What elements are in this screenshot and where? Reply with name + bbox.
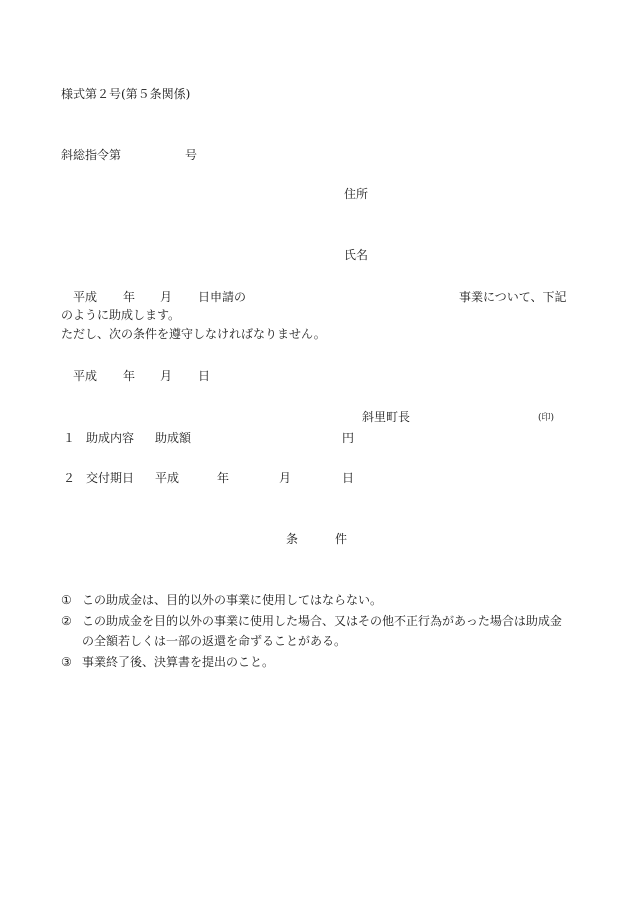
conditions-heading-right: 件 [335, 532, 348, 546]
issuer-title: 斜里町長 [362, 410, 411, 424]
issue-year: 年 [123, 369, 136, 383]
condition-3-marker: ③ [61, 655, 72, 669]
form-number: 様式第２号(第５条関係) [61, 87, 191, 101]
item-1-label: 助成内容 [86, 431, 135, 445]
item-1-unit: 円 [342, 431, 355, 445]
name-label: 氏名 [344, 248, 369, 262]
item-2-month: 月 [279, 471, 292, 485]
issue-day: 日 [198, 369, 211, 383]
body-project-suffix: 事業について、下記 [459, 290, 567, 304]
item-2-label: 交付期日 [86, 471, 135, 485]
document-number-suffix: 号 [185, 148, 198, 162]
body-year: 年 [123, 290, 136, 304]
condition-2-continuation: の全額若しくは一部の返還を命ずることがある。 [82, 634, 347, 648]
body-day-applied: 日申請の [198, 290, 247, 304]
item-2-day: 日 [342, 471, 355, 485]
item-2-year: 年 [217, 471, 230, 485]
document-number-prefix: 斜総指令第 [61, 148, 122, 162]
address-label: 住所 [344, 187, 369, 201]
conditions-heading-left: 条 [286, 532, 299, 546]
condition-2-text: この助成金を目的以外の事業に使用した場合、又はその他不正行為があった場合は助成金 [82, 614, 562, 628]
condition-2-marker: ② [61, 614, 72, 628]
condition-3-text: 事業終了後、決算書を提出のこと。 [82, 655, 275, 669]
item-2-era: 平成 [155, 471, 180, 485]
condition-1-text: この助成金は、目的以外の事業に使用してはならない。 [82, 593, 383, 607]
seal-mark: (印) [538, 413, 555, 423]
body-line2: のように助成します。 [61, 308, 181, 322]
issue-month: 月 [160, 369, 173, 383]
body-month: 月 [160, 290, 173, 304]
item-1-sublabel: 助成額 [155, 431, 192, 445]
body-era: 平成 [73, 290, 98, 304]
item-2-number: ２ [63, 471, 76, 485]
item-1-number: １ [63, 431, 76, 445]
body-line3: ただし、次の条件を遵守しなければなりません。 [61, 327, 326, 341]
condition-1-marker: ① [61, 593, 72, 607]
issue-era: 平成 [73, 369, 98, 383]
